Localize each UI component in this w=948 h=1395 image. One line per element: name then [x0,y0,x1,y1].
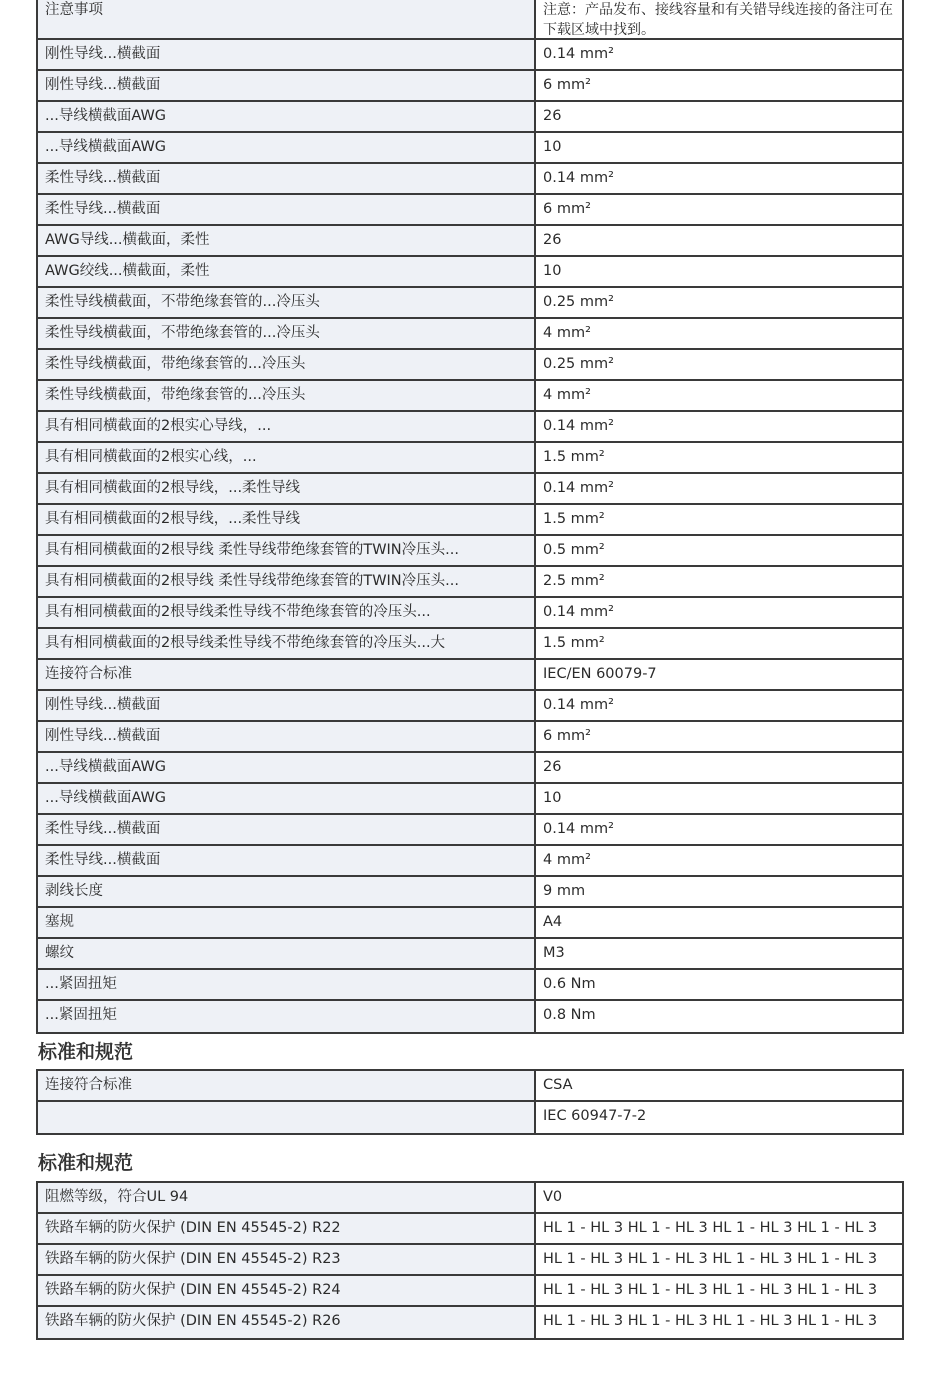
property-label: ...导线横截面AWG [38,784,536,813]
property-label: ...导线横截面AWG [38,133,536,162]
table-row [38,1307,902,1338]
property-value: IEC/EN 60079-7 [536,660,902,689]
property-label: 柔性导线横截面，不带绝缘套管的...冷压头 [38,319,536,348]
property-label: AWG导线...横截面，柔性 [38,226,536,255]
property-value: 0.14 mm² [536,412,902,441]
property-value: HL 1 - HL 3 HL 1 - HL 3 HL 1 - HL 3 HL 1 - HL 3 [536,1214,902,1243]
property-label: ...导线横截面AWG [38,753,536,782]
property-value: 2.5 mm² [536,567,902,596]
table-row [38,691,902,722]
table-row [38,598,902,629]
property-value: 0.14 mm² [536,40,902,69]
table-row [38,660,902,691]
table-row [38,1183,902,1214]
property-label: 刚性导线...横截面 [38,71,536,100]
specs-table-connection [36,0,904,1034]
property-value: 6 mm² [536,195,902,224]
property-value: 0.14 mm² [536,691,902,720]
table-row [38,381,902,412]
property-label: 柔性导线...横截面 [38,195,536,224]
property-value: IEC 60947-7-2 [536,1102,902,1133]
table-row [38,226,902,257]
property-value: 1.5 mm² [536,505,902,534]
property-value: HL 1 - HL 3 HL 1 - HL 3 HL 1 - HL 3 HL 1 - HL 3 [536,1245,902,1274]
property-value: M3 [536,939,902,968]
property-label: 连接符合标准 [38,1071,536,1100]
property-label: 铁路车辆的防火保护 (DIN EN 45545-2) R23 [38,1245,536,1274]
table-row [38,1102,902,1133]
table-row [38,815,902,846]
property-label: 柔性导线...横截面 [38,164,536,193]
property-value: HL 1 - HL 3 HL 1 - HL 3 HL 1 - HL 3 HL 1 - HL 3 [536,1307,902,1338]
table-row [38,71,902,102]
property-value: 4 mm² [536,381,902,410]
property-value: 1.5 mm² [536,629,902,658]
property-label: AWG绞线...横截面，柔性 [38,257,536,286]
section-heading-standards: 标准和规范 [38,1041,134,1063]
property-value: 4 mm² [536,319,902,348]
property-label: 铁路车辆的防火保护 (DIN EN 45545-2) R22 [38,1214,536,1243]
property-label: 塞规 [38,908,536,937]
table-row [38,1245,902,1276]
property-label: 柔性导线...横截面 [38,846,536,875]
property-label: 铁路车辆的防火保护 (DIN EN 45545-2) R24 [38,1276,536,1305]
property-value: 6 mm² [536,722,902,751]
property-value: 注意：产品发布、接线容量和有关错导线连接的备注可在下载区域中找到。 [536,0,902,38]
property-value: 0.25 mm² [536,350,902,379]
property-label: 刚性导线...横截面 [38,691,536,720]
property-label: 柔性导线横截面，带绝缘套管的...冷压头 [38,350,536,379]
property-value: 9 mm [536,877,902,906]
table-row [38,102,902,133]
property-label: ...紧固扭矩 [38,970,536,999]
property-value: V0 [536,1183,902,1212]
section-heading-standards-fire: 标准和规范 [38,1152,134,1174]
property-label: 具有相同横截面的2根导线，...柔性导线 [38,505,536,534]
property-value: 0.14 mm² [536,598,902,627]
property-label: 具有相同横截面的2根导线 柔性导线带绝缘套管的TWIN冷压头... [38,567,536,596]
table-row [38,288,902,319]
table-row [38,257,902,288]
property-label: 具有相同横截面的2根实心线，... [38,443,536,472]
property-value: 6 mm² [536,71,902,100]
property-label: 柔性导线横截面，带绝缘套管的...冷压头 [38,381,536,410]
specs-table-standards [36,1069,904,1135]
property-label: 具有相同横截面的2根导线柔性导线不带绝缘套管的冷压头... [38,598,536,627]
property-label: 刚性导线...横截面 [38,722,536,751]
table-row [38,629,902,660]
property-value: CSA [536,1071,902,1100]
property-label: 铁路车辆的防火保护 (DIN EN 45545-2) R26 [38,1307,536,1338]
table-row [38,1001,902,1032]
table-row [38,939,902,970]
property-value: 26 [536,753,902,782]
table-row [38,1071,902,1102]
property-label: 具有相同横截面的2根导线 柔性导线带绝缘套管的TWIN冷压头... [38,536,536,565]
property-label: 具有相同横截面的2根导线柔性导线不带绝缘套管的冷压头...大 [38,629,536,658]
property-label: 注意事项 [38,0,536,38]
property-value: 10 [536,257,902,286]
property-label: 柔性导线...横截面 [38,815,536,844]
table-row [38,0,902,40]
table-row [38,195,902,226]
specs-table-fire-protection [36,1181,904,1340]
property-value: 0.25 mm² [536,288,902,317]
table-row [38,319,902,350]
property-value: A4 [536,908,902,937]
table-row [38,133,902,164]
property-value: 0.14 mm² [536,164,902,193]
table-row [38,722,902,753]
property-label [38,1102,536,1133]
property-value: 26 [536,226,902,255]
table-row [38,846,902,877]
property-label: ...导线横截面AWG [38,102,536,131]
table-row [38,1276,902,1307]
table-row [38,1214,902,1245]
property-value: 1.5 mm² [536,443,902,472]
table-row [38,40,902,71]
property-value: HL 1 - HL 3 HL 1 - HL 3 HL 1 - HL 3 HL 1 - HL 3 [536,1276,902,1305]
table-row [38,536,902,567]
table-row [38,877,902,908]
table-row [38,970,902,1001]
property-value: 4 mm² [536,846,902,875]
property-value: 10 [536,133,902,162]
table-row [38,505,902,536]
property-label: 螺纹 [38,939,536,968]
table-row [38,443,902,474]
property-value: 0.6 Nm [536,970,902,999]
table-row [38,784,902,815]
property-value: 0.5 mm² [536,536,902,565]
property-label: 具有相同横截面的2根导线，...柔性导线 [38,474,536,503]
property-label: 剥线长度 [38,877,536,906]
property-value: 0.14 mm² [536,474,902,503]
property-label: 刚性导线...横截面 [38,40,536,69]
table-row [38,350,902,381]
property-label: 连接符合标准 [38,660,536,689]
property-value: 0.14 mm² [536,815,902,844]
table-row [38,753,902,784]
property-value: 26 [536,102,902,131]
table-row [38,908,902,939]
property-value: 10 [536,784,902,813]
property-label: 具有相同横截面的2根实心导线，... [38,412,536,441]
table-row [38,474,902,505]
table-row [38,164,902,195]
table-row [38,412,902,443]
table-row [38,567,902,598]
property-label: 阻燃等级，符合UL 94 [38,1183,536,1212]
property-label: ...紧固扭矩 [38,1001,536,1032]
property-label: 柔性导线横截面，不带绝缘套管的...冷压头 [38,288,536,317]
property-value: 0.8 Nm [536,1001,902,1032]
